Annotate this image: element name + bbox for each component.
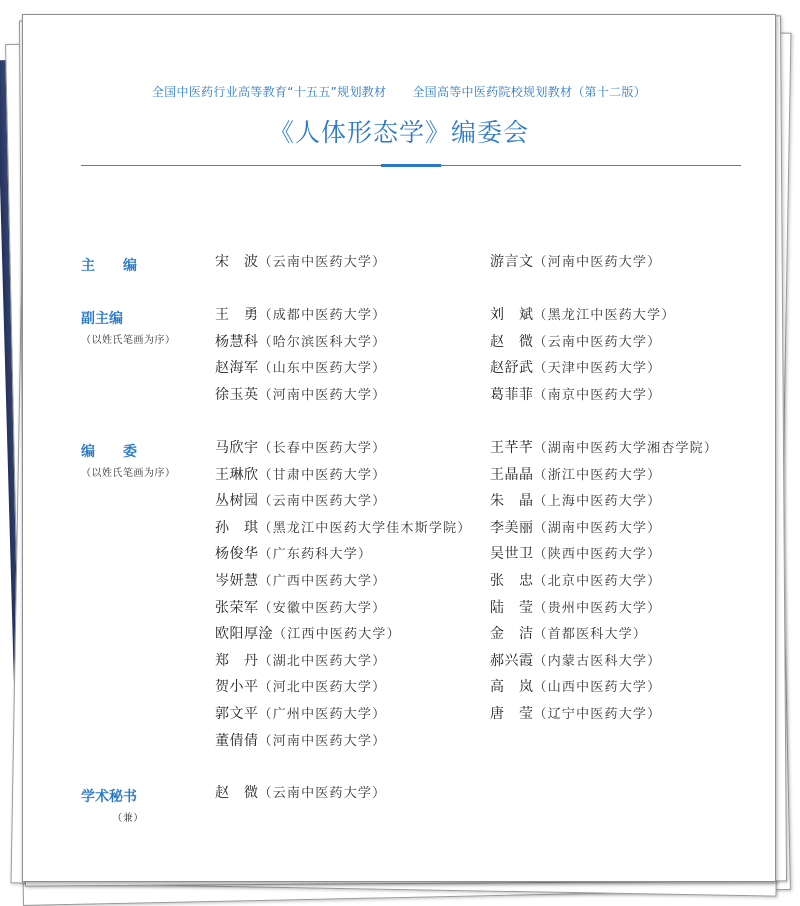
member-affiliation: （首都医科大学）	[533, 627, 648, 643]
member-entry	[490, 541, 718, 568]
member-entry	[490, 382, 676, 409]
member-name: 孙 琪	[215, 519, 259, 536]
role-secretary-label: 学术秘书	[81, 789, 137, 805]
member-entry	[215, 435, 472, 462]
member-name: 宋 波	[215, 254, 259, 270]
member-entry	[490, 329, 676, 356]
deputy-left-column	[215, 302, 386, 408]
member-affiliation: （江西中医药大学）	[273, 627, 401, 643]
role-chief-label: 主 编	[81, 258, 137, 274]
role-editors-label: 编 委	[81, 444, 137, 460]
member-entry	[490, 648, 718, 675]
member-affiliation: （长春中医药大学）	[258, 441, 387, 456]
member-name: 金 洁	[490, 626, 534, 643]
member-name: 郑 丹	[215, 652, 259, 669]
member-name: 岑妍慧	[215, 572, 259, 589]
member-entry	[490, 674, 718, 701]
member-affiliation: （内蒙古医科大学）	[533, 653, 662, 669]
member-affiliation: （北京中医药大学）	[533, 573, 662, 589]
member-affiliation: （浙江中医药大学）	[533, 467, 662, 483]
editors-right-column	[490, 435, 718, 728]
member-entry	[215, 621, 472, 648]
member-entry	[215, 488, 472, 515]
member-name: 郝兴霞	[490, 652, 534, 669]
member-name: 陆 莹	[490, 599, 534, 616]
member-name: 赵 微	[490, 333, 534, 350]
member-affiliation: （湖北中医药大学）	[258, 653, 387, 669]
member-entry	[215, 595, 472, 622]
member-affiliation: （山东中医药大学）	[258, 361, 387, 377]
member-affiliation: （河南中医药大学）	[533, 255, 662, 270]
member-name: 郭文平	[215, 705, 259, 722]
role-editors	[81, 441, 175, 479]
member-entry	[490, 515, 718, 542]
member-affiliation: （黑龙江中医药大学）	[533, 308, 676, 323]
member-entry	[215, 701, 472, 728]
chief-left-column	[215, 249, 386, 276]
member-affiliation: （广西中医药大学）	[258, 573, 387, 589]
member-name: 游言文	[490, 254, 534, 270]
member-affiliation: （南京中医药大学）	[533, 387, 662, 403]
chief-right-column	[490, 249, 661, 276]
member-name: 贺小平	[215, 679, 259, 696]
member-name: 张 忠	[490, 572, 534, 589]
member-affiliation: （山西中医药大学）	[533, 680, 662, 696]
member-entry	[490, 621, 718, 648]
member-name: 王晶晶	[490, 466, 534, 483]
member-name: 丛树园	[215, 493, 259, 510]
role-editors-note: （以姓氏笔画为序）	[81, 468, 176, 479]
role-deputy	[81, 308, 175, 346]
member-name: 王芊芊	[490, 440, 534, 456]
member-entry	[490, 488, 718, 515]
member-entry	[490, 595, 718, 622]
member-name: 杨俊华	[215, 546, 259, 563]
member-affiliation: （云南中医药大学）	[533, 334, 662, 350]
secretary-left-column	[215, 780, 386, 807]
member-entry	[215, 648, 472, 675]
member-affiliation: （广东药科大学）	[258, 547, 373, 563]
series-right: 全国高等中医药院校规划教材（第十二版）	[412, 85, 647, 99]
member-entry	[215, 674, 472, 701]
member-affiliation: （云南中医药大学）	[258, 786, 387, 801]
member-affiliation: （云南中医药大学）	[258, 494, 387, 510]
member-entry	[215, 780, 386, 807]
member-entry	[215, 462, 472, 489]
member-affiliation: （云南中医药大学）	[258, 255, 387, 270]
member-entry	[215, 382, 386, 409]
page-title: 《人体形态学》编委会	[268, 118, 529, 147]
member-name: 张荣军	[215, 599, 259, 616]
member-name: 赵海军	[215, 360, 259, 377]
role-deputy-label: 副主编	[81, 311, 123, 327]
member-name: 刘 斌	[490, 307, 534, 323]
member-name: 徐玉英	[215, 386, 259, 403]
member-affiliation: （哈尔滨医科大学）	[258, 334, 387, 350]
member-entry	[215, 728, 472, 755]
member-entry	[215, 541, 472, 568]
member-affiliation: （陕西中医药大学）	[533, 547, 662, 563]
editors-left-column	[215, 435, 472, 754]
member-name: 高 岚	[490, 679, 534, 696]
member-name: 朱 晶	[490, 493, 534, 510]
member-entry	[490, 462, 718, 489]
member-affiliation: （天津中医药大学）	[533, 361, 662, 377]
member-name: 赵 微	[215, 785, 259, 801]
title-divider-accent	[381, 164, 441, 167]
member-affiliation: （上海中医药大学）	[533, 494, 662, 510]
member-entry	[490, 249, 661, 276]
member-affiliation: （河南中医药大学）	[258, 733, 387, 749]
member-affiliation: （河南中医药大学）	[258, 387, 387, 403]
series-header	[23, 83, 775, 100]
role-secretary	[81, 786, 175, 824]
member-affiliation: （湖南中医药大学）	[533, 520, 662, 536]
member-entry	[215, 302, 386, 329]
member-affiliation: （河北中医药大学）	[258, 680, 387, 696]
member-name: 董倩倩	[215, 732, 259, 749]
member-affiliation: （甘肃中医药大学）	[258, 467, 387, 483]
member-name: 欧阳厚淦	[215, 626, 273, 643]
member-name: 杨慧科	[215, 333, 259, 350]
member-entry	[490, 435, 718, 462]
member-affiliation: （辽宁中医药大学）	[533, 706, 662, 722]
member-affiliation: （黑龙江中医药大学佳木斯学院）	[258, 520, 472, 536]
member-entry	[215, 355, 386, 382]
member-name: 马欣宇	[215, 440, 259, 456]
member-entry	[490, 568, 718, 595]
member-entry	[490, 701, 718, 728]
member-name: 王琳欣	[215, 466, 259, 483]
member-entry	[215, 568, 472, 595]
member-name: 王 勇	[215, 307, 259, 323]
member-affiliation: （湖南中医药大学湘杏学院）	[533, 441, 719, 456]
member-entry	[215, 329, 386, 356]
member-affiliation: （贵州中医药大学）	[533, 600, 662, 616]
role-deputy-note: （以姓氏笔画为序）	[81, 335, 176, 346]
member-entry	[490, 355, 676, 382]
member-entry	[215, 249, 386, 276]
role-chief	[81, 255, 175, 275]
series-left: 全国中医药行业高等教育“十五五”规划教材	[151, 85, 387, 99]
member-entry	[215, 515, 472, 542]
member-name: 吴世卫	[490, 546, 534, 563]
document-page	[22, 14, 776, 882]
member-name: 李美丽	[490, 519, 534, 536]
member-entry	[490, 302, 676, 329]
member-affiliation: （安徽中医药大学）	[258, 600, 387, 616]
member-affiliation: （广州中医药大学）	[258, 706, 387, 722]
member-name: 赵舒武	[490, 360, 534, 377]
deputy-right-column	[490, 302, 676, 408]
member-affiliation: （成都中医药大学）	[258, 308, 387, 323]
role-secretary-note: （兼）	[112, 813, 144, 824]
member-name: 葛菲菲	[490, 386, 534, 403]
member-name: 唐 莹	[490, 705, 534, 722]
